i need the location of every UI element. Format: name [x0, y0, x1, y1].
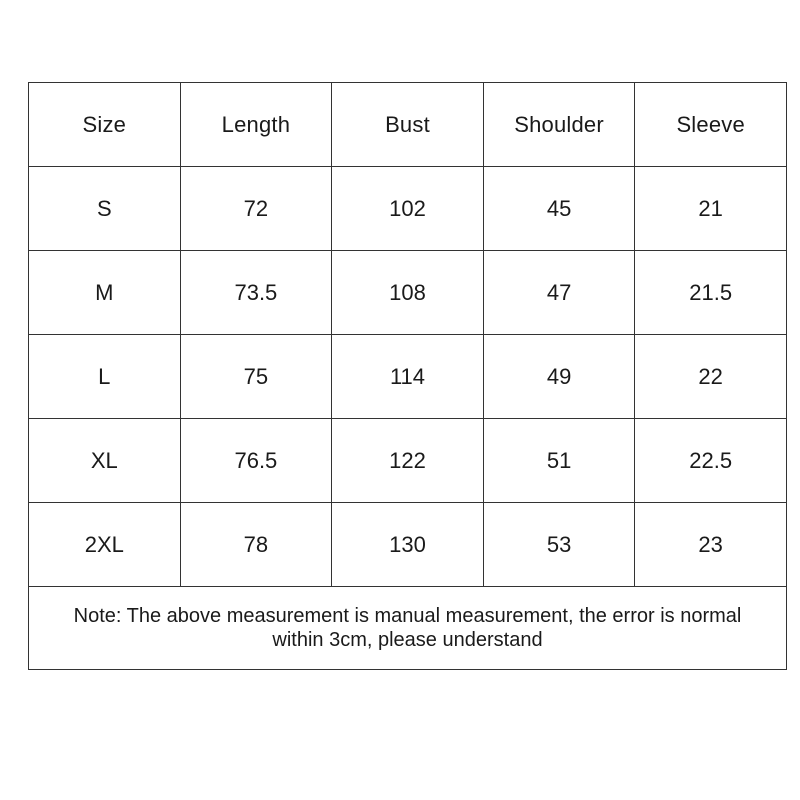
- cell-shoulder: 49: [483, 335, 635, 419]
- cell-sleeve: 22: [635, 335, 787, 419]
- header-size: Size: [29, 83, 181, 167]
- cell-shoulder: 51: [483, 419, 635, 503]
- cell-length: 75: [180, 335, 332, 419]
- cell-bust: 114: [332, 335, 484, 419]
- cell-sleeve: 22.5: [635, 419, 787, 503]
- note-row: [29, 587, 787, 670]
- measurement-note: Note: The above measurement is manual measurement, the error is normal within 3cm, please understand: [29, 587, 787, 670]
- table-row: [29, 167, 787, 251]
- cell-sleeve: 21: [635, 167, 787, 251]
- header-bust: Bust: [332, 83, 484, 167]
- cell-shoulder: 47: [483, 251, 635, 335]
- cell-sleeve: 21.5: [635, 251, 787, 335]
- cell-bust: 130: [332, 503, 484, 587]
- cell-size: S: [29, 167, 181, 251]
- cell-bust: 122: [332, 419, 484, 503]
- cell-bust: 108: [332, 251, 484, 335]
- cell-bust: 102: [332, 167, 484, 251]
- header-length: Length: [180, 83, 332, 167]
- cell-shoulder: 53: [483, 503, 635, 587]
- cell-length: 72: [180, 167, 332, 251]
- cell-size: M: [29, 251, 181, 335]
- table-row: [29, 251, 787, 335]
- cell-length: 76.5: [180, 419, 332, 503]
- cell-size: L: [29, 335, 181, 419]
- table-header-row: [29, 83, 787, 167]
- size-chart-table: [28, 82, 787, 670]
- cell-length: 78: [180, 503, 332, 587]
- header-shoulder: Shoulder: [483, 83, 635, 167]
- table-row: [29, 335, 787, 419]
- cell-sleeve: 23: [635, 503, 787, 587]
- cell-size: 2XL: [29, 503, 181, 587]
- cell-shoulder: 45: [483, 167, 635, 251]
- header-sleeve: Sleeve: [635, 83, 787, 167]
- table-row: [29, 419, 787, 503]
- cell-length: 73.5: [180, 251, 332, 335]
- table-row: [29, 503, 787, 587]
- cell-size: XL: [29, 419, 181, 503]
